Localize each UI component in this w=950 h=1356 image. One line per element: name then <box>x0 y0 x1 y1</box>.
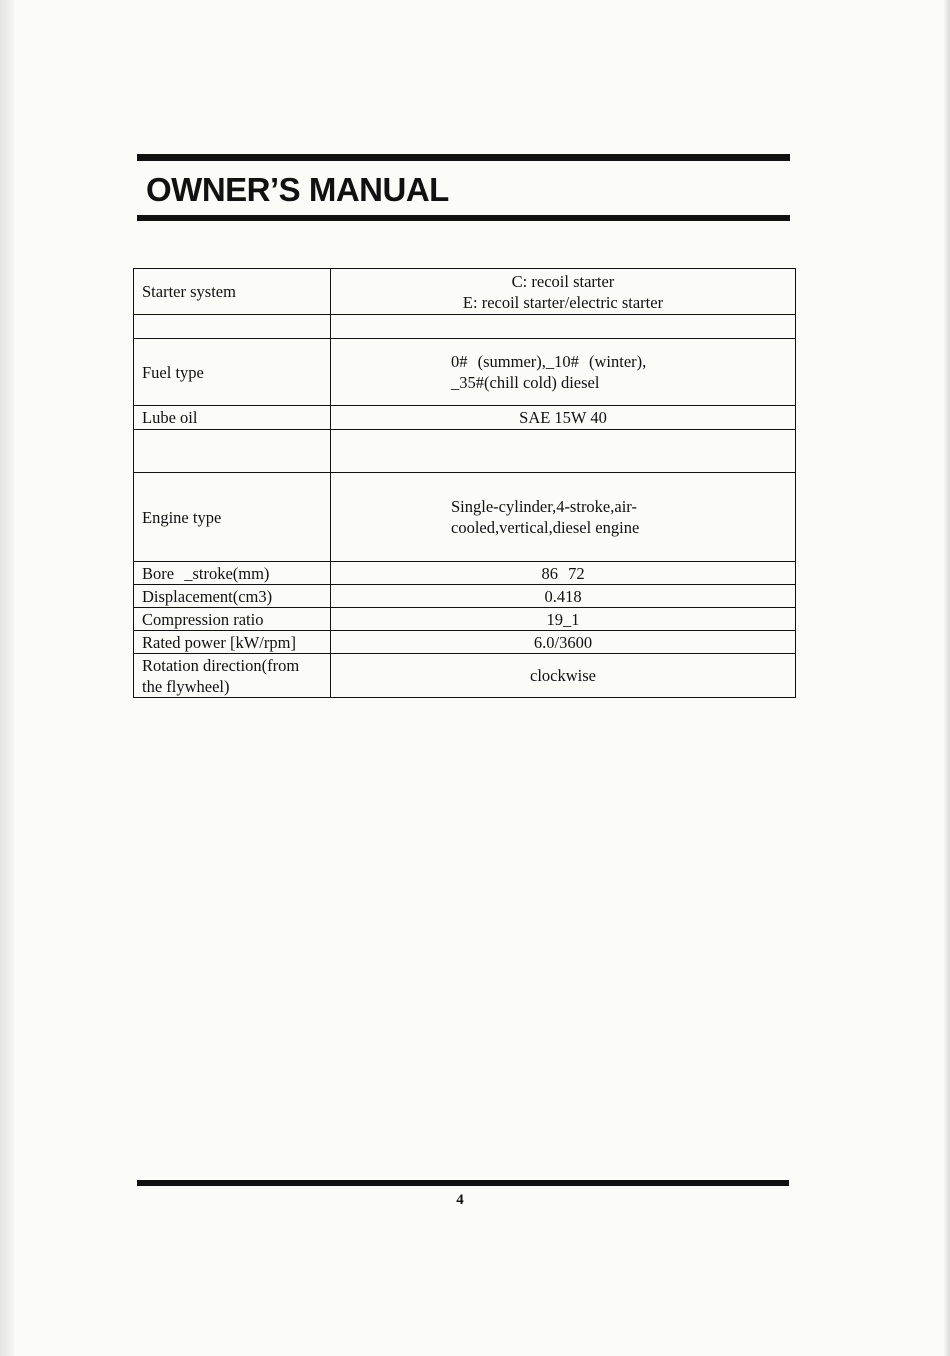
footer-rule <box>137 1180 789 1186</box>
spec-value <box>331 473 796 562</box>
spec-value: clockwise <box>331 654 796 698</box>
spec-value: 86 72 <box>331 562 796 585</box>
table-row-bore-stroke <box>134 562 796 585</box>
spec-table <box>133 268 796 698</box>
spec-label: Lube oil <box>134 406 331 430</box>
spec-label: Bore _stroke(mm) <box>134 562 331 585</box>
spec-value <box>331 269 796 315</box>
spec-value-line: E: recoil starter/electric starter <box>462 292 664 312</box>
table-row-lube-oil <box>134 406 796 430</box>
page-number: 4 <box>456 1192 464 1208</box>
table-row-empty <box>134 430 796 473</box>
header-rule-top <box>137 154 790 161</box>
spec-value: 6.0/3600 <box>331 631 796 654</box>
table-row-fuel-type <box>134 339 796 406</box>
table-row-empty <box>134 315 796 339</box>
spec-value <box>331 315 796 339</box>
spec-value <box>331 430 796 473</box>
page-shadow-left <box>0 0 14 1356</box>
spec-label: Rated power [kW/rpm] <box>134 631 331 654</box>
spec-value: SAE 15W 40 <box>331 406 796 430</box>
spec-value-line: 0# (summer),_10# (winter), <box>451 352 647 371</box>
spec-label: Rotation direction(from the flywheel) <box>134 654 331 698</box>
table-row-displacement <box>134 585 796 608</box>
table-row-rated-power <box>134 631 796 654</box>
spec-label <box>134 430 331 473</box>
spec-value-line: Single-cylinder,4-stroke,air- <box>451 497 637 516</box>
spec-value <box>331 339 796 406</box>
table-row-engine-type <box>134 473 796 562</box>
spec-value: 0.418 <box>331 585 796 608</box>
page-title: OWNER’S MANUAL <box>146 171 449 208</box>
spec-value-line: cooled,vertical,diesel engine <box>451 518 640 537</box>
table-row-compression-ratio <box>134 608 796 631</box>
spec-label: Starter system <box>134 269 331 315</box>
spec-label: Fuel type <box>134 339 331 406</box>
table-row-rotation-direction <box>134 654 796 698</box>
spec-value: 19_1 <box>331 608 796 631</box>
spec-label: Displacement(cm3) <box>134 585 331 608</box>
spec-value-line: C: recoil starter <box>511 271 615 291</box>
page-shadow-right <box>944 0 950 1356</box>
spec-label: Engine type <box>134 473 331 562</box>
spec-value-line: _35#(chill cold) diesel <box>451 373 600 392</box>
header-rule-bottom <box>137 215 790 221</box>
table-row-starter-system <box>134 269 796 315</box>
spec-label: Compression ratio <box>134 608 331 631</box>
spec-label <box>134 315 331 339</box>
